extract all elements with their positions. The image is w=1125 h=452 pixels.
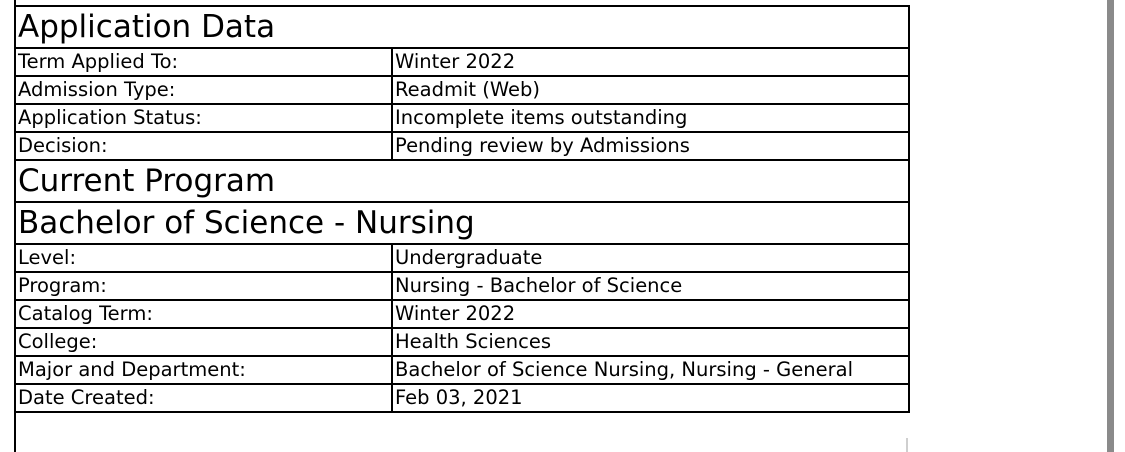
table-row: [15, 76, 909, 104]
admission-type-value: Readmit (Web): [392, 76, 909, 104]
section-header-row: [15, 202, 909, 244]
table-row: [15, 356, 909, 384]
application-data-heading: Application Data: [15, 6, 909, 48]
table-edge-stub: [906, 438, 908, 452]
decision-label: Decision:: [15, 132, 392, 160]
date-created-label: Date Created:: [15, 384, 392, 412]
application-status-label: Application Status:: [15, 104, 392, 132]
table-row: [15, 272, 909, 300]
section-header-row: [15, 160, 909, 202]
college-label: College:: [15, 328, 392, 356]
term-applied-label: Term Applied To:: [15, 48, 392, 76]
section-header-row: [15, 6, 909, 48]
program-value: Nursing - Bachelor of Science: [392, 272, 909, 300]
catalog-term-value: Winter 2022: [392, 300, 909, 328]
current-program-heading: Current Program: [15, 160, 909, 202]
vertical-scrollbar[interactable]: [1107, 0, 1114, 452]
table-row: [15, 104, 909, 132]
application-status-value: Incomplete items outstanding: [392, 104, 909, 132]
table-row: [15, 132, 909, 160]
major-department-label: Major and Department:: [15, 356, 392, 384]
application-data-table: [14, 5, 910, 413]
decision-value: Pending review by Admissions: [392, 132, 909, 160]
college-value: Health Sciences: [392, 328, 909, 356]
program-label: Program:: [15, 272, 392, 300]
table-row: [15, 244, 909, 272]
program-name-heading: Bachelor of Science - Nursing: [15, 202, 909, 244]
level-label: Level:: [15, 244, 392, 272]
date-created-value: Feb 03, 2021: [392, 384, 909, 412]
catalog-term-label: Catalog Term:: [15, 300, 392, 328]
major-department-value: Bachelor of Science Nursing, Nursing - General: [392, 356, 909, 384]
admission-type-label: Admission Type:: [15, 76, 392, 104]
table-row: [15, 384, 909, 412]
level-value: Undergraduate: [392, 244, 909, 272]
table-row: [15, 300, 909, 328]
table-row: [15, 48, 909, 76]
term-applied-value: Winter 2022: [392, 48, 909, 76]
table-row: [15, 328, 909, 356]
